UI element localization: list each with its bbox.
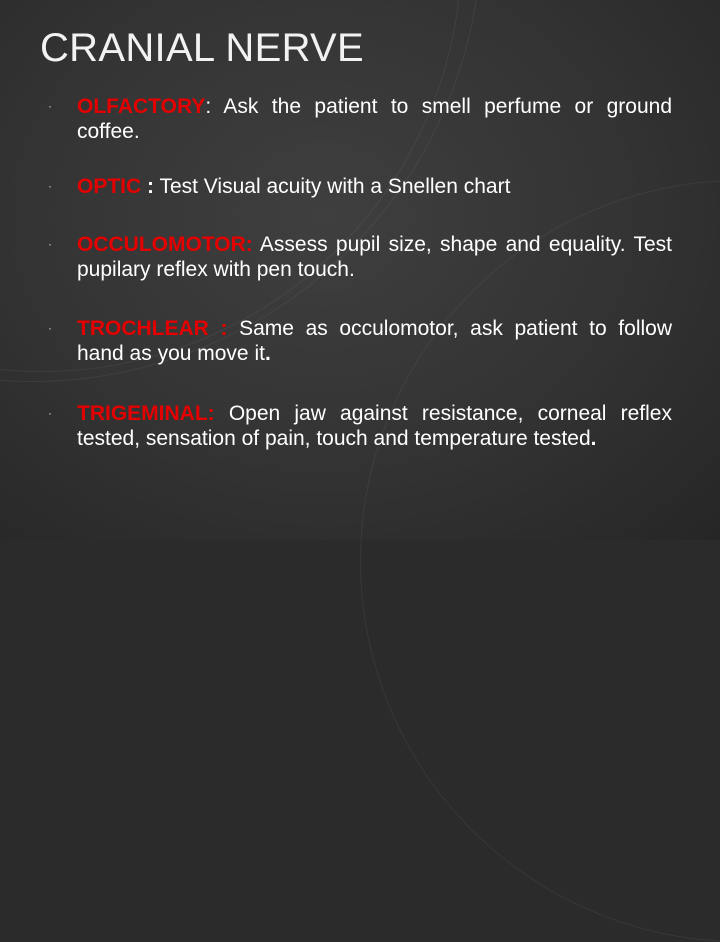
item-end: . bbox=[264, 342, 271, 365]
list-item bbox=[48, 232, 672, 282]
bullet-icon: · bbox=[48, 406, 52, 420]
item-text: Open jaw against resistance, corneal reflex tested, sensation of pain, touch and temperature tested bbox=[77, 402, 672, 450]
bullet-list bbox=[48, 88, 672, 451]
list-item bbox=[48, 316, 672, 366]
list-item bbox=[48, 401, 672, 451]
slide-title: CRANIAL NERVE bbox=[40, 26, 364, 70]
item-text: Ask the patient to smell perfume or ground coffee. bbox=[77, 95, 672, 143]
nerve-name: TRIGEMINAL: bbox=[77, 402, 215, 425]
item-text: Same as occulomotor, ask patient to follow hand as you move it bbox=[77, 317, 672, 365]
nerve-name: OLFACTORY bbox=[77, 95, 206, 118]
bullet-icon: · bbox=[48, 99, 52, 113]
nerve-name: OCCULOMOTOR: bbox=[77, 233, 253, 256]
item-end: . bbox=[590, 427, 597, 450]
nerve-name: TROCHLEAR : bbox=[77, 317, 228, 340]
separator: : bbox=[205, 95, 212, 118]
item-text: Test Visual acuity with a Snellen chart bbox=[154, 175, 511, 198]
separator: : bbox=[141, 175, 154, 198]
item-text: Assess pupil size, shape and equality. Test pupilary reflex with pen touch. bbox=[77, 233, 672, 281]
list-item bbox=[48, 94, 672, 144]
bullet-icon: · bbox=[48, 179, 52, 193]
bullet-icon: · bbox=[48, 321, 52, 335]
bullet-icon: · bbox=[48, 237, 52, 251]
nerve-name: OPTIC bbox=[77, 175, 142, 198]
list-item bbox=[48, 174, 672, 199]
